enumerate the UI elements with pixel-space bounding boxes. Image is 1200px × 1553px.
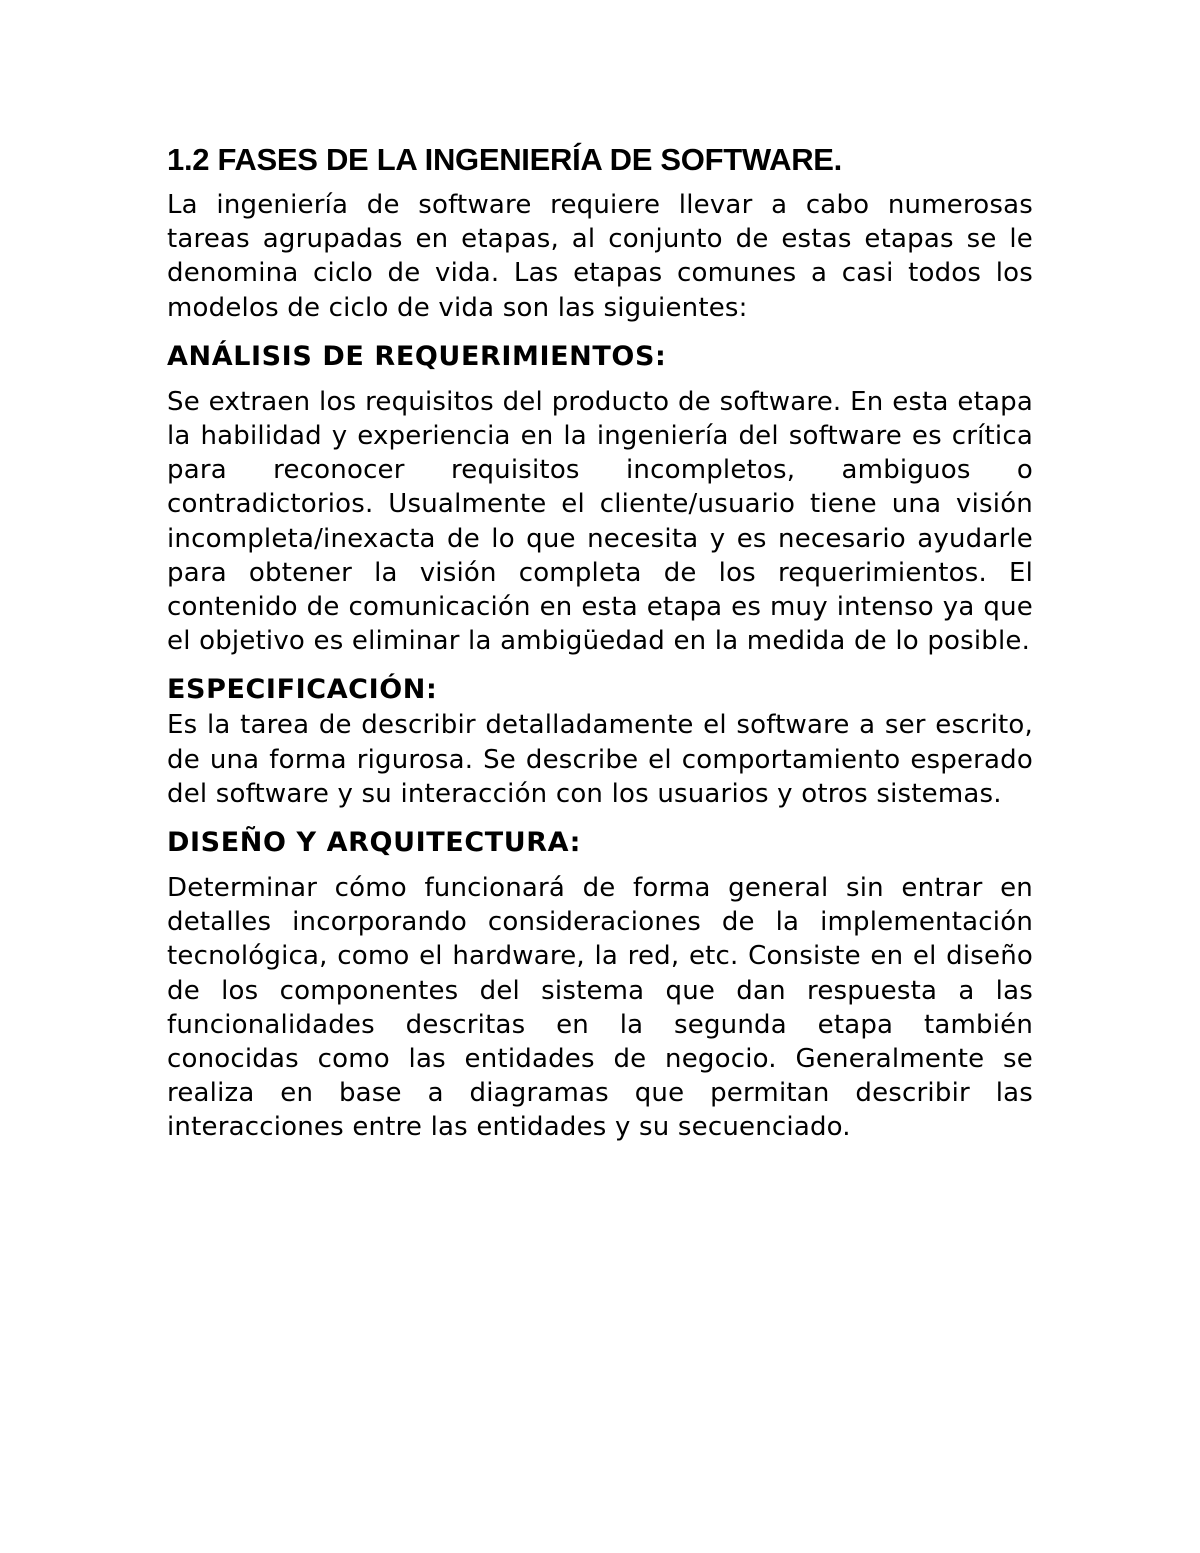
section-heading-especificacion: ESPECIFICACIÓN: — [167, 674, 438, 706]
section-body-analisis: Se extraen los requisitos del producto de software. En esta etapa la habilidad y experiencia en la ingeniería del software es crítica para reconocer requisitos incompletos, ambiguos o contradictorios. Usualmente el cliente/usuario tiene una visión incompleta/inexacta de lo que necesita y es necesario ayudarle para obtener la visión completa de los requerimientos. El contenido de comunicación en esta etapa es muy intenso ya que el objetivo es eliminar la ambigüedad en la medida de lo posible. — [167, 386, 1033, 657]
section-heading-analisis: ANÁLISIS DE REQUERIMIENTOS: — [167, 340, 667, 372]
document-page — [167, 138, 1033, 1145]
document-title: 1.2 FASES DE LA INGENIERÍA DE SOFTWARE. — [167, 142, 842, 177]
intro-paragraph: La ingeniería de software requiere llevar a cabo numerosas tareas agrupadas en etapas, al conjunto de estas etapas se le denomina ciclo de vida. Las etapas comunes a casi todos los modelos de ciclo de vida son las siguientes: — [167, 190, 1033, 323]
section-body-especificacion: Es la tarea de describir detalladamente el software a ser escrito, de una forma rigurosa. Se describe el comportamiento esperado del software y su interacción con los usuarios y otros sistemas. — [167, 710, 1033, 809]
section-body-diseno: Determinar cómo funcionará de forma general sin entrar en detalles incorporando consideraciones de la implementación tecnológica, como el hardware, la red, etc. Consiste en el diseño de los componentes del sistema que dan respuesta a las funcionalidades descritas en la segunda etapa también conocidas como las entidades de negocio. Generalmente se realiza en base a diagramas que permitan describir las interacciones entre las entidades y su secuenciado. — [167, 873, 1033, 1143]
section-heading-diseno: DISEÑO Y ARQUITECTURA: — [167, 827, 582, 859]
